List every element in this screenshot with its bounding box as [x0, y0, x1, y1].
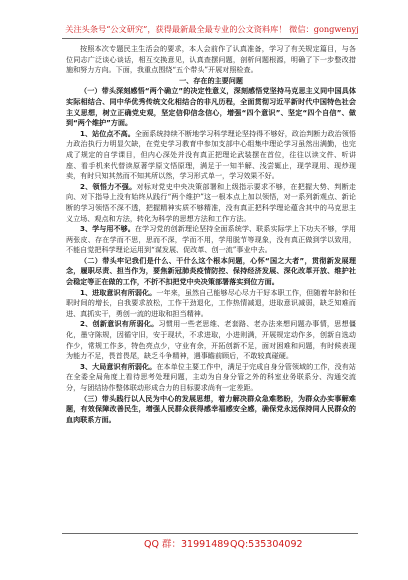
- footer-divider: [62, 533, 358, 534]
- sub-item-text: 全面系统持续不断地学习科学理论坚持得不够好，政治判断力政治领悟力政治执行力明显欠缺，在党史学习教育中参加支部中心组集中理论学习虽然出满勤，也完成了规定的自学课目，但内心深处并没有真正把理论武装摆在首位，往往以读文件、听讲座、看手机来代替读原著学原文悟原理，满足于一知半解、浅尝辄止，现学现用、现炒现卖，有时只知其然而不知其所以然，学习形式单一，学习效果不好。: [66, 128, 357, 181]
- sub-item: [66, 288, 356, 320]
- sub-item-text: 在本单位主要工作中，满足于完成自身分管领域的工作，没有站在全委全局角度上看待思考处理问题，主动为自身分管之外的科室业务联系分、沟通交流分，与团结协作整体联动形成合力的目标要求尚有一定差距。: [66, 361, 357, 392]
- sub-item-text: 在学习党的创新理论坚持全面系统学、联系实际学上下功夫不够，学用两张皮、存在学而不思，思而不深，学而不用，学用脱节等现象，没有真正做到学以致用，不能自觉把科学理论运用到“谋发展、促改革、创一流”事业中去。: [66, 224, 357, 255]
- sub-item: [66, 362, 356, 394]
- sub-item: [66, 129, 356, 182]
- document-body: [66, 44, 356, 425]
- sub-item: [66, 182, 356, 224]
- item-heading: （二）带头牢记我们是什么、干什么这个根本问题，心怀“国之大者”，贯彻新发展理念，履职尽责、担当作为，要焦新冠肺炎疫情防控、保持经济发展、深化改革开放、维护社会稳定等正在做的工作，不折不扣把党中央决策部署落实到位方面。: [66, 255, 356, 287]
- section-heading: 一、存在的主要问题: [179, 75, 243, 85]
- sub-item: [66, 319, 356, 361]
- item-heading: （一）带头深刻感悟“两个确立”的决定性意义，深刻感悟党坚持马克思主义同中国具体实际相结合、同中华优秀传统文化相结合的非凡历程，全面贯彻习近平新时代中国特色社会主义思想，树立正确党史观，坚定信仰信念信心，增强“四个意识”、坚定“四个自信”、做到“两个维护”方面。: [66, 86, 356, 128]
- sub-item-text: 习惯用一些老思维、老套路、老办法来想问题办事情，思想僵化，墨守陈规，因循守旧，安于现状，不求进取，小进则满，开展规定动作多，创新自选动作少，常规工作多，特色亮点少，守业有余，开拓创新不足，面对困难和问题，有时候表现为能力不足，畏首畏尾，缺乏斗争精神，遇事瞻前顾后，不敢较真碰硬。: [66, 319, 357, 361]
- sub-item-text: 对标对党史中央决策部署和上级指示要求不够，在把握大势、判断走向、对下指导上没有始终从践行“两个维护”这一根本点上加以领悟，对一系列新观点、新论断的学习领悟不深不透，把握精神实质不够精准，没有真正把科学理论蕴含其中的马克思主义立场、观点和方法，转化为科学的思想方法和工作方法。: [66, 181, 356, 223]
- footer: [62, 538, 358, 552]
- sub-item-lead: 1、站位点不高。: [80, 128, 135, 138]
- footer-qq-number: QQ:535304092: [230, 539, 303, 550]
- sub-item-lead: 2、领悟力不强。: [80, 181, 137, 191]
- sub-item-lead: 1、进取意识有所弱化。: [80, 287, 157, 297]
- sub-item-lead: 2、创新意识有所弱化。: [80, 319, 159, 329]
- header-banner: 关注头条号“公文研究”，获得最新最全最专业的公文资料库！ 微信：gongwenyj: [65, 24, 359, 34]
- sub-item-lead: 3、学与用不够。: [80, 224, 135, 234]
- footer-qq-group: QQ 群：31991489: [144, 539, 230, 550]
- sub-item-lead: 3、大局意识有所弱化。: [80, 361, 157, 371]
- header-divider: [62, 38, 358, 39]
- sub-item: [66, 224, 356, 256]
- item-heading: （三）带头践行以人民为中心的发展思想，着力解决群众急难愁盼，为群众办实事解难题，有效保障改善民生，增强人民群众获得感幸福感安全感，确保党永远保持同人民群众的血肉联系方面。: [66, 393, 356, 424]
- intro-paragraph: 按照本次专题民主生活会的要求，本人会前作了认真准备，学习了有关规定篇目，与各位同志广泛谈心谈话，相互交换意见，认真查摆问题，剖析问题根源，明确了下一步整改措施和努力方向。下面，我重点围绕“五个带头”开展对照检查。: [66, 44, 356, 75]
- sub-item-text: 一年来，虽然自己能够尽心尽力干好本职工作，但随着年龄和任职时间的增长，自我要求放松，工作干劲退化，工作热情减退，进取意识减弱，缺乏知难而进、真抓实干，勇创一流的进取和担当精神。: [66, 287, 357, 318]
